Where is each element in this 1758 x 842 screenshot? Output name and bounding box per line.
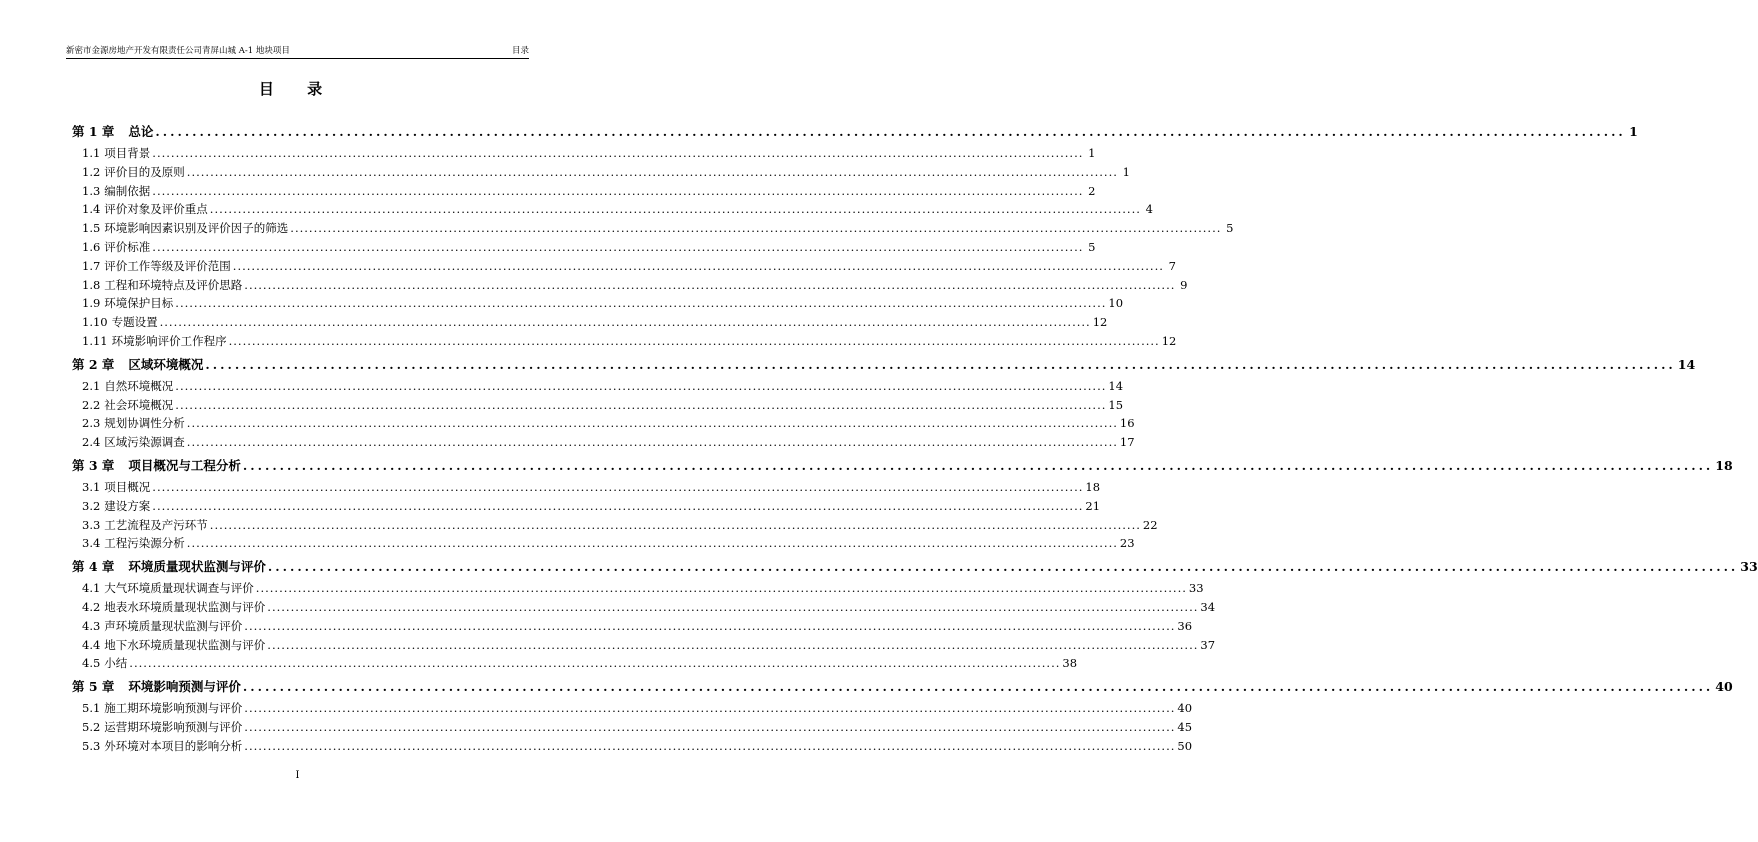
toc-chapter-entry[interactable] bbox=[72, 120, 1638, 144]
toc-section-entry[interactable] bbox=[72, 433, 1135, 452]
toc-chapter-entry[interactable] bbox=[72, 555, 1758, 579]
toc-entry-page: 33 bbox=[1188, 581, 1204, 596]
toc-dot-leader: ........................................................................................................................................................................................................ bbox=[152, 183, 1084, 198]
toc-section-entry[interactable] bbox=[72, 497, 1101, 516]
toc-entry-page: 34 bbox=[1200, 599, 1216, 614]
toc-dot-leader: ........................................................................................................................................................................................................ bbox=[152, 239, 1084, 254]
toc-section-entry[interactable] bbox=[72, 257, 1176, 276]
toc-entry-number: 3.2 bbox=[82, 498, 101, 513]
toc-entry-number: 5.3 bbox=[82, 738, 101, 753]
toc-entry-number: 5.2 bbox=[82, 719, 101, 734]
toc-entry-number: 1.7 bbox=[82, 258, 101, 273]
toc-entry-label: 地下水环境质量现状监测与评价 bbox=[104, 637, 266, 652]
toc-entry-page: 40 bbox=[1177, 701, 1193, 716]
toc-dot-leader: ........................................................................................................................................................................................................ bbox=[186, 435, 1118, 450]
toc-dot-leader: ........................................................................................................................................................................................................ bbox=[152, 146, 1084, 160]
toc-entry-page: 1 bbox=[1122, 164, 1130, 179]
toc-entry-page: 1 bbox=[1629, 124, 1638, 139]
toc-section-entry[interactable] bbox=[72, 219, 1234, 238]
toc-section-entry[interactable] bbox=[72, 718, 1193, 737]
toc-entry-label: 编制依据 bbox=[104, 183, 151, 198]
toc-section-entry[interactable] bbox=[72, 534, 1135, 553]
toc-entry-page: 21 bbox=[1085, 498, 1101, 513]
toc-entry-label: 区域污染源调查 bbox=[104, 435, 185, 450]
toc-section-entry[interactable] bbox=[72, 182, 1096, 201]
toc-dot-leader: ........................................................................................................................................................................................................ bbox=[244, 738, 1176, 753]
toc-section-entry[interactable] bbox=[72, 313, 1108, 332]
toc-section-entry[interactable] bbox=[72, 579, 1204, 598]
toc-entry-label: 环境影响因素识别及评价因子的筛选 bbox=[104, 221, 289, 236]
toc-entry-label: 项目概况 bbox=[104, 479, 151, 494]
toc-dot-leader: ........................................................................................................................................................................................................ bbox=[152, 479, 1084, 494]
toc-dot-leader: ........................................................................................................................................................................................................ bbox=[209, 517, 1141, 532]
toc-entry-number: 1.11 bbox=[82, 333, 108, 348]
toc-dot-leader: ........................................................................................................................................................................................................ bbox=[205, 356, 1676, 372]
toc-dot-leader: ........................................................................................................................................................................................................ bbox=[242, 679, 1714, 695]
toc-entry-label: 地表水环境质量现状监测与评价 bbox=[104, 599, 266, 614]
toc-chapter-entry[interactable] bbox=[72, 353, 1696, 377]
toc-section-entry[interactable] bbox=[72, 238, 1096, 257]
toc-entry-number: 1.8 bbox=[82, 277, 101, 292]
toc-dot-leader: ........................................................................................................................................................................................................ bbox=[244, 701, 1176, 716]
toc-dot-leader: ........................................................................................................................................................................................................ bbox=[152, 498, 1084, 513]
toc-dot-leader: ........................................................................................................................................................................................................ bbox=[129, 656, 1061, 671]
toc-entry-number: 第 2 章 bbox=[72, 356, 115, 372]
toc-dot-leader: ........................................................................................................................................................................................................ bbox=[255, 581, 1187, 596]
toc-entry-page: 18 bbox=[1085, 479, 1101, 494]
toc-entry-page: 23 bbox=[1119, 536, 1135, 551]
toc-entry-number: 4.1 bbox=[82, 581, 101, 596]
toc-section-entry[interactable] bbox=[72, 377, 1124, 396]
toc-entry-label: 评价标准 bbox=[104, 239, 151, 254]
toc-entry-number: 4.4 bbox=[82, 637, 101, 652]
table-of-contents bbox=[72, 118, 1758, 756]
toc-dot-leader: ........................................................................................................................................................................................................ bbox=[242, 457, 1714, 473]
toc-entry-number: 第 3 章 bbox=[72, 457, 115, 473]
toc-section-entry[interactable] bbox=[72, 144, 1096, 163]
toc-dot-leader: ........................................................................................................................................................................................................ bbox=[244, 618, 1176, 633]
toc-entry-page: 14 bbox=[1108, 378, 1124, 393]
toc-entry-page: 15 bbox=[1108, 397, 1124, 412]
toc-dot-leader: ........................................................................................................................................................................................................ bbox=[186, 164, 1118, 179]
toc-section-entry[interactable] bbox=[72, 478, 1101, 497]
toc-entry-label: 大气环境质量现状调查与评价 bbox=[104, 581, 254, 596]
toc-entry-page: 2 bbox=[1088, 183, 1096, 198]
toc-section-entry[interactable] bbox=[72, 636, 1216, 655]
toc-entry-number: 2.3 bbox=[82, 416, 101, 431]
toc-entry-page: 14 bbox=[1677, 356, 1696, 372]
toc-dot-leader: ........................................................................................................................................................................................................ bbox=[228, 333, 1160, 348]
toc-entry-number: 5.1 bbox=[82, 701, 101, 716]
toc-section-entry[interactable] bbox=[72, 332, 1177, 351]
toc-entry-number: 1.1 bbox=[82, 146, 101, 160]
toc-entry-label: 社会环境概况 bbox=[104, 397, 174, 412]
toc-entry-number: 第 1 章 bbox=[72, 124, 115, 139]
toc-entry-page: 10 bbox=[1108, 296, 1124, 311]
toc-section-entry[interactable] bbox=[72, 396, 1124, 415]
toc-entry-label: 小结 bbox=[104, 656, 128, 671]
toc-section-entry[interactable] bbox=[72, 737, 1193, 756]
toc-entry-page: 40 bbox=[1715, 679, 1733, 695]
toc-entry-number: 2.4 bbox=[82, 435, 101, 450]
toc-entry-label: 外环境对本项目的影响分析 bbox=[104, 738, 243, 753]
toc-section-entry[interactable] bbox=[72, 163, 1130, 182]
toc-entry-label: 环境影响评价工作程序 bbox=[111, 333, 227, 348]
toc-entry-page: 22 bbox=[1142, 517, 1158, 532]
toc-entry-number: 第 4 章 bbox=[72, 559, 115, 575]
toc-section-entry[interactable] bbox=[72, 414, 1135, 433]
toc-entry-number: 3.3 bbox=[82, 517, 101, 532]
toc-entry-label: 工程污染源分析 bbox=[104, 536, 185, 551]
toc-section-entry[interactable] bbox=[72, 294, 1124, 313]
toc-dot-leader: ........................................................................................................................................................................................................ bbox=[175, 296, 1107, 311]
toc-entry-number: 第 5 章 bbox=[72, 679, 115, 695]
toc-entry-label: 环境质量现状监测与评价 bbox=[128, 559, 266, 575]
toc-section-entry[interactable] bbox=[72, 617, 1193, 636]
toc-entry-label: 评价对象及评价重点 bbox=[104, 202, 208, 217]
toc-entry-page: 4 bbox=[1145, 202, 1153, 217]
toc-chapter-entry[interactable] bbox=[72, 454, 1733, 478]
toc-entry-page: 5 bbox=[1088, 239, 1096, 254]
toc-dot-leader: ........................................................................................................................................................................................................ bbox=[232, 258, 1164, 273]
toc-chapter-entry[interactable] bbox=[72, 675, 1733, 699]
toc-entry-number: 4.3 bbox=[82, 618, 101, 633]
toc-entry-page: 38 bbox=[1062, 656, 1078, 671]
toc-dot-leader: ........................................................................................................................................................................................................ bbox=[267, 599, 1199, 614]
toc-entry-page: 12 bbox=[1092, 315, 1108, 330]
toc-entry-number: 4.5 bbox=[82, 656, 101, 671]
header-left-text: 新密市金源房地产开发有限责任公司青屏山城 A-1 地块项目 bbox=[66, 46, 290, 56]
toc-entry-label: 总论 bbox=[128, 124, 154, 139]
toc-entry-label: 评价工作等级及评价范围 bbox=[104, 258, 231, 273]
toc-entry-label: 环境保护目标 bbox=[104, 296, 174, 311]
toc-entry-page: 36 bbox=[1177, 618, 1193, 633]
page-header bbox=[66, 40, 529, 59]
toc-entry-page: 16 bbox=[1119, 416, 1135, 431]
toc-entry-label: 工艺流程及产污环节 bbox=[104, 517, 208, 532]
toc-entry-number: 3.4 bbox=[82, 536, 101, 551]
toc-section-entry[interactable] bbox=[72, 200, 1153, 219]
toc-entry-number: 1.3 bbox=[82, 183, 101, 198]
toc-dot-leader: ........................................................................................................................................................................................................ bbox=[244, 277, 1176, 292]
toc-dot-leader: ........................................................................................................................................................................................................ bbox=[267, 637, 1199, 652]
toc-entry-page: 7 bbox=[1168, 258, 1176, 273]
toc-dot-leader: ........................................................................................................................................................................................................ bbox=[175, 378, 1107, 393]
toc-entry-number: 1.2 bbox=[82, 164, 101, 179]
toc-entry-label: 自然环境概况 bbox=[104, 378, 174, 393]
toc-entry-page: 37 bbox=[1200, 637, 1216, 652]
toc-entry-page: 18 bbox=[1715, 457, 1733, 473]
toc-entry-label: 项目背景 bbox=[104, 146, 151, 160]
toc-entry-number: 4.2 bbox=[82, 599, 101, 614]
toc-entry-label: 专题设置 bbox=[111, 315, 158, 330]
toc-entry-label: 工程和环境特点及评价思路 bbox=[104, 277, 243, 292]
toc-entry-page: 17 bbox=[1119, 435, 1135, 450]
toc-entry-label: 评价目的及原则 bbox=[104, 164, 185, 179]
toc-entry-label: 施工期环境影响预测与评价 bbox=[104, 701, 243, 716]
toc-entry-number: 1.4 bbox=[82, 202, 101, 217]
toc-entry-label: 项目概况与工程分析 bbox=[128, 457, 241, 473]
toc-entry-page: 9 bbox=[1180, 277, 1188, 292]
toc-section-entry[interactable] bbox=[72, 516, 1158, 535]
page-title: 目 录 bbox=[258, 80, 337, 98]
toc-entry-number: 2.2 bbox=[82, 397, 101, 412]
toc-entry-label: 规划协调性分析 bbox=[104, 416, 185, 431]
toc-entry-page: 50 bbox=[1177, 738, 1193, 753]
toc-dot-leader: ........................................................................................................................................................................................................ bbox=[209, 202, 1141, 217]
toc-entry-number: 3.1 bbox=[82, 479, 101, 494]
page-number: I bbox=[295, 770, 300, 781]
toc-dot-leader: ........................................................................................................................................................................................................ bbox=[155, 124, 1626, 139]
toc-dot-leader: ........................................................................................................................................................................................................ bbox=[290, 221, 1222, 236]
toc-entry-number: 1.6 bbox=[82, 239, 101, 254]
toc-dot-leader: ........................................................................................................................................................................................................ bbox=[186, 536, 1118, 551]
toc-entry-label: 建设方案 bbox=[104, 498, 151, 513]
toc-entry-page: 33 bbox=[1740, 559, 1758, 575]
toc-entry-number: 1.9 bbox=[82, 296, 101, 311]
toc-entry-page: 1 bbox=[1088, 146, 1096, 160]
toc-dot-leader: ........................................................................................................................................................................................................ bbox=[159, 315, 1091, 330]
toc-entry-label: 区域环境概况 bbox=[128, 356, 204, 372]
toc-entry-page: 12 bbox=[1161, 333, 1177, 348]
toc-entry-page: 45 bbox=[1177, 719, 1193, 734]
toc-entry-label: 运营期环境影响预测与评价 bbox=[104, 719, 243, 734]
toc-entry-page: 5 bbox=[1226, 221, 1234, 236]
toc-section-entry[interactable] bbox=[72, 654, 1078, 673]
toc-section-entry[interactable] bbox=[72, 276, 1188, 295]
toc-section-entry[interactable] bbox=[72, 699, 1193, 718]
toc-dot-leader: ........................................................................................................................................................................................................ bbox=[175, 397, 1107, 412]
toc-dot-leader: ........................................................................................................................................................................................................ bbox=[244, 719, 1176, 734]
toc-entry-label: 环境影响预测与评价 bbox=[128, 679, 241, 695]
toc-entry-number: 1.5 bbox=[82, 221, 101, 236]
toc-entry-label: 声环境质量现状监测与评价 bbox=[104, 618, 243, 633]
toc-section-entry[interactable] bbox=[72, 598, 1216, 617]
toc-dot-leader: ........................................................................................................................................................................................................ bbox=[267, 559, 1739, 575]
toc-dot-leader: ........................................................................................................................................................................................................ bbox=[186, 416, 1118, 431]
toc-entry-number: 2.1 bbox=[82, 378, 101, 393]
toc-entry-number: 1.10 bbox=[82, 315, 108, 330]
header-right-text: 目录 bbox=[511, 46, 529, 56]
